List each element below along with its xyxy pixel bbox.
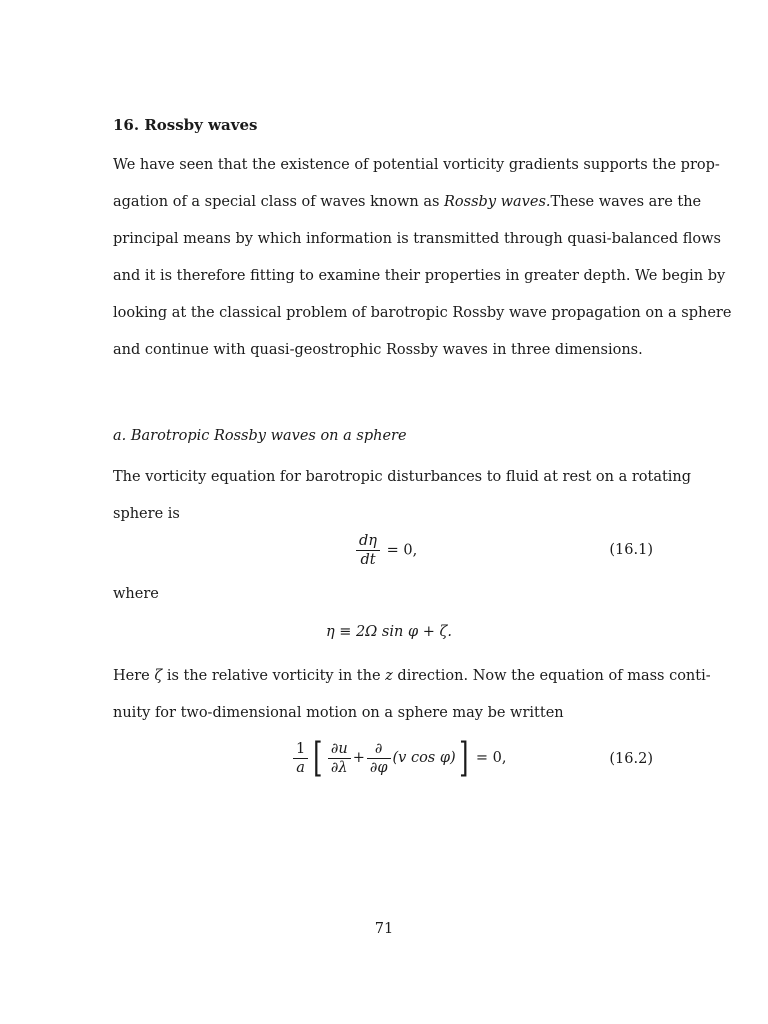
intro-line-4: and it is therefore fitting to examine their properties in greater depth. We begin by — [113, 268, 726, 284]
section-heading: 16. Rossby waves — [113, 116, 258, 134]
eq2-term2-fraction: $\frac{\partial}{\partial\varphi}$ — [367, 740, 391, 777]
eq1-fraction: $\frac{d\eta}{dt}$ — [356, 532, 380, 569]
subsection-title: a. Barotropic Rossby waves on a sphere — [113, 428, 407, 444]
equation-16-1: $\frac{d\eta}{dt}$ = 0, — [354, 532, 417, 569]
continuity-paragraph — [113, 658, 711, 732]
eta-definition: η ≡ 2Ω sin φ + ζ. — [326, 624, 452, 640]
intro-line-6: and continue with quasi-geostrophic Rossby waves in three dimensions. — [113, 342, 643, 358]
page-number: 71 — [374, 921, 394, 937]
equation-16-2: $\frac{1}{a}$ [ $\frac{\partial u}{\partial\lambda}$ + $\frac{\partial}{\partial\varphi}$ (v cos φ)] = 0, — [291, 738, 506, 778]
intro-paragraph — [113, 147, 732, 369]
equation-16-1-label: (16.1) — [609, 542, 653, 558]
vorticity-line-2: sphere is — [113, 506, 180, 522]
intro-line-3: principal means by which information is transmitted through quasi-balanced flows — [113, 231, 721, 247]
equation-16-2-label: (16.2) — [609, 751, 653, 767]
continuity-line-2: nuity for two-dimensional motion on a sphere may be written — [113, 705, 564, 721]
eq2-term1-fraction: $\frac{\partial u}{\partial\lambda}$ — [328, 740, 351, 777]
rossby-waves-emphasis: Rossby waves. — [444, 194, 551, 210]
intro-line-5: looking at the classical problem of barotropic Rossby wave propagation on a sphere — [113, 305, 732, 321]
continuity-line-1: Here ζ is the relative vorticity in the z direction. Now the equation of mass conti- — [113, 668, 711, 684]
right-bracket: ] — [458, 735, 469, 781]
where-text: where — [113, 586, 159, 602]
left-bracket: [ — [313, 735, 323, 781]
vorticity-paragraph — [113, 459, 692, 533]
intro-line-1: We have seen that the existence of potential vorticity gradients supports the prop- — [113, 157, 720, 173]
intro-line-2: agation of a special class of waves known as Rossby waves. These waves are the — [113, 194, 702, 210]
vorticity-line-1: The vorticity equation for barotropic disturbances to fluid at rest on a rotating — [113, 469, 692, 485]
eq2-prefix-fraction: $\frac{1}{a}$ — [293, 740, 308, 777]
